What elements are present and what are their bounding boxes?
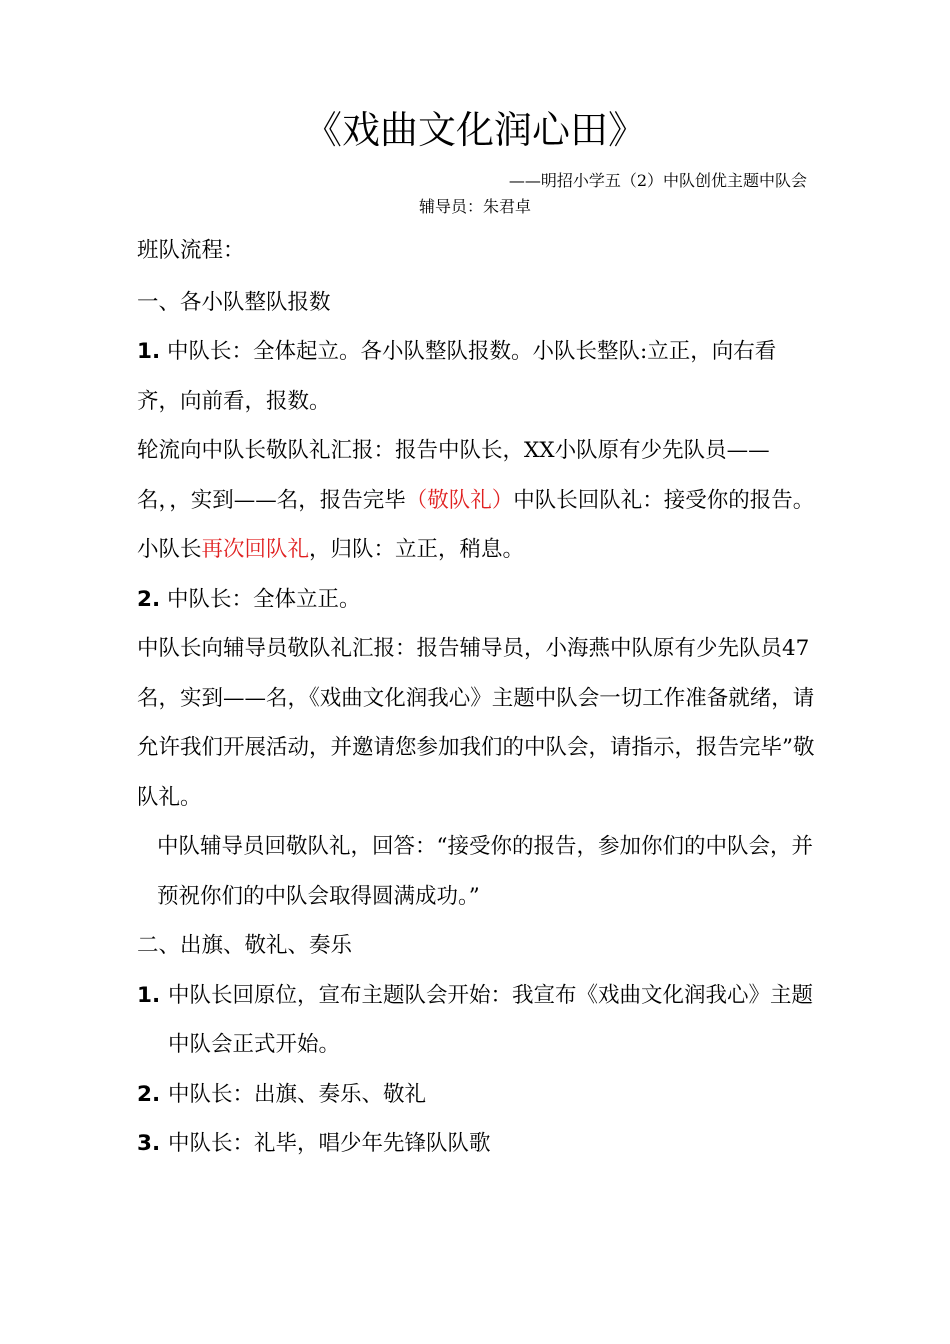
section2-item-1-text: 中队长回原位，宣布主题队会开始：我宣布《戏曲文化润我心》主题中队会正式开始。 bbox=[168, 982, 814, 1057]
section2-item-1-number: 1. bbox=[137, 982, 161, 1008]
section1-item1 bbox=[137, 327, 817, 426]
document-body bbox=[137, 226, 817, 1169]
squad-return-paragraph bbox=[137, 525, 817, 575]
counselor-reply-paragraph: 中队辅导员回敬队礼，回答：“接受你的报告，参加你们的中队会，并预祝你们的中队会取得圆满成功。” bbox=[157, 834, 813, 909]
section2-item-3-number: 3. bbox=[137, 1131, 161, 1156]
squad-report-paragraph bbox=[137, 426, 817, 525]
squad-return-pre: 小队长 bbox=[137, 537, 202, 562]
section1-item1-number: 1. bbox=[137, 339, 161, 364]
document-title: 《戏曲文化润心田》 bbox=[303, 108, 646, 152]
section1-item2 bbox=[137, 575, 817, 625]
section2-item-3-text: 中队长：礼毕，唱少年先锋队队歌 bbox=[168, 1131, 491, 1156]
counselor-report-paragraph: 中队长向辅导员敬队礼汇报：报告辅导员，小海燕中队原有少先队员47名，实到——名，《戏曲文化润我心》主题中队会一切工作准备就绪，请允许我们开展活动，并邀请您参加我们的中队会，请指示，报告完毕”敬队礼。 bbox=[137, 636, 815, 810]
salute-highlight: （敬队礼） bbox=[405, 487, 514, 513]
squad-report-text: 轮流向中队长敬队礼汇报：报告中队长，XX小队原有少先队员——名，，实到——名，报告完毕 bbox=[137, 438, 770, 513]
flow-heading: 班队流程： bbox=[137, 238, 245, 263]
section1-item2-text: 中队长：全体立正。 bbox=[166, 586, 361, 612]
document-subtitle: ——明招小学五（2）中队创优主题中队会 bbox=[508, 171, 807, 190]
section2-item-1 bbox=[137, 971, 817, 1070]
squad-return-post: ，归队：立正，稍息。 bbox=[309, 537, 525, 562]
return-salute-highlight: 再次回队礼 bbox=[201, 537, 310, 562]
section2-item-2-text: 中队长：出旗、奏乐、敬礼 bbox=[168, 1081, 427, 1107]
section2-item-2-number: 2. bbox=[137, 1081, 161, 1107]
counselor-line: 辅导员：朱君卓 bbox=[418, 197, 531, 216]
squad-report-reply: 中队长回队礼：接受你的报告。 bbox=[513, 487, 815, 513]
section2-heading: 二、出旗、敬礼、奏乐 bbox=[137, 933, 353, 958]
section1-heading: 一、各小队整队报数 bbox=[137, 289, 331, 315]
section1-item1-text: 中队长：全体起立。各小队整队报数。小队长整队:立正，向右看齐，向前看，报数。 bbox=[137, 339, 777, 414]
section1-item2-number: 2. bbox=[137, 586, 161, 612]
section2-item-2 bbox=[137, 1070, 817, 1120]
section2-item-3 bbox=[137, 1119, 817, 1169]
